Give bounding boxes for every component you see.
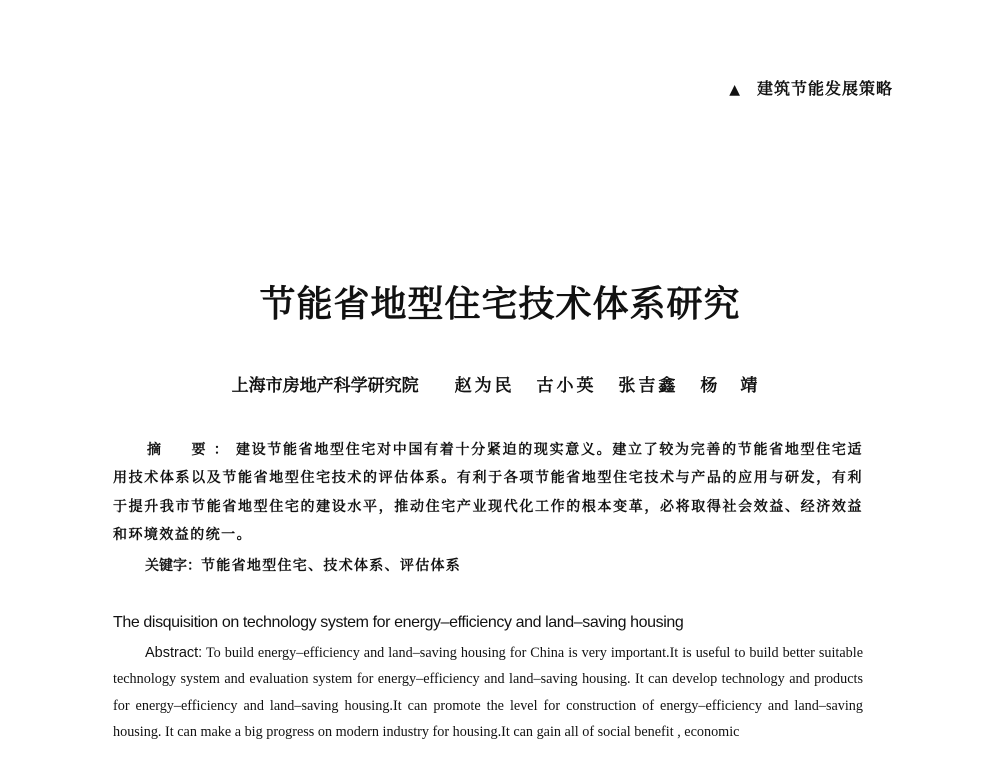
english-abstract — [113, 640, 863, 745]
english-abstract-text: To build energy–efficiency and land–saving housing for China is very important.It is useful to build better suitable technology system and evaluation system for energy–efficiency and land–saving housing. It can develop technology and products for energy–efficiency and land–saving housing.It can promote the level for construction of energy–efficiency and land–saving housing. It can make a big progress on modern industry for housing.It can gain all of social benefit , economic — [113, 645, 863, 740]
paper-title: 节能省地型住宅技术体系研究 — [259, 283, 741, 325]
author-institution: 上海市房地产科学研究院 — [231, 376, 419, 396]
author-name: 古小英 — [536, 376, 597, 396]
english-abstract-label: Abstract: — [145, 645, 203, 661]
running-header — [729, 76, 893, 99]
triangle-marker-icon: ▲ — [729, 82, 741, 98]
abstract-text: 建设节能省地型住宅对中国有着十分紧迫的现实意义。建立了较为完善的节能省地型住宅适用技术体系以及节能省地型住宅技术的评估体系。有利于各项节能省地型住宅技术与产品的应用与研发，有利于提升我市节能省地型住宅的建设水平，推动住宅产业现代化工作的根本变革，必将取得社会效益、经济效益和环境效益的统一。 — [113, 442, 864, 543]
keywords-text: 节能省地型住宅、技术体系、评估体系 — [201, 558, 462, 574]
author-name: 杨 靖 — [700, 376, 761, 396]
author-name: 张吉鑫 — [618, 376, 679, 396]
author-name: 赵为民 — [454, 376, 515, 396]
abstract-label: 摘 要： — [147, 442, 236, 458]
chinese-keywords — [145, 555, 461, 575]
byline — [0, 371, 1000, 396]
section-title: 建筑节能发展策略 — [756, 79, 893, 98]
english-title: The disquisition on technology system for energy–efficiency and land–saving housing — [113, 614, 684, 631]
chinese-abstract — [113, 436, 863, 549]
keywords-label: 关键字： — [145, 558, 201, 574]
